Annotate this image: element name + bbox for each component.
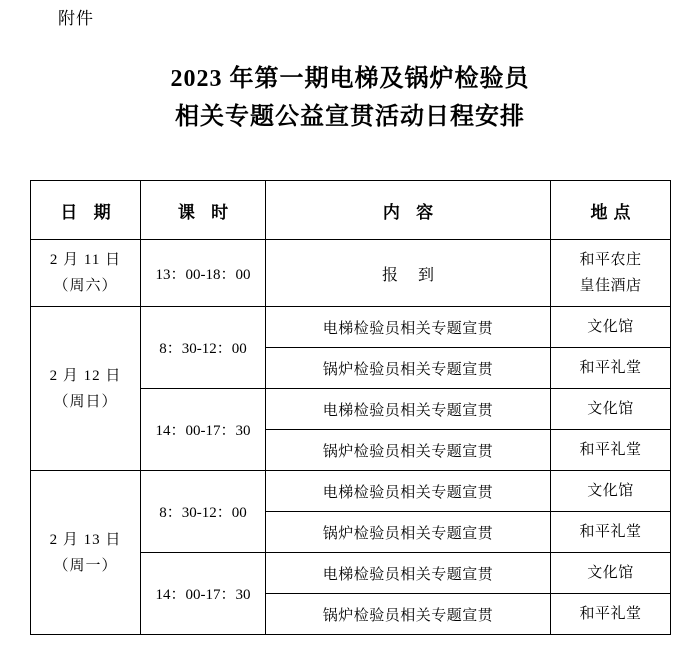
- cell-date: [31, 471, 141, 635]
- column-header-place: 地点: [551, 181, 671, 240]
- cell-place-main: 和平农庄: [579, 252, 642, 268]
- cell-date-main: 2 月 11 日: [49, 252, 122, 268]
- cell-time: 8：30-12：00: [141, 471, 266, 553]
- cell-time: 14：00-17：30: [141, 553, 266, 635]
- schedule-table: [30, 180, 671, 635]
- cell-date-main: 2 月 13 日: [49, 531, 122, 548]
- attachment-label: 附件: [58, 9, 94, 28]
- table-row: [31, 307, 671, 348]
- cell-place: 文化馆: [551, 471, 671, 512]
- cell-date-sub: （周六）: [53, 278, 118, 294]
- page-title-line-2: 相关专题公益宣贯活动日程安排: [175, 104, 525, 130]
- column-header-date: 日 期: [31, 181, 141, 240]
- cell-content: 电梯检验员相关专题宣贯: [266, 307, 551, 348]
- cell-place: 文化馆: [551, 389, 671, 430]
- cell-content: 锅炉检验员相关专题宣贯: [266, 512, 551, 553]
- page-title: [0, 60, 700, 136]
- cell-time: 13：00-18：00: [141, 240, 266, 307]
- cell-place: 和平礼堂: [551, 430, 671, 471]
- column-header-time: 课 时: [141, 181, 266, 240]
- cell-date: [31, 240, 141, 307]
- column-header-content: 内 容: [266, 181, 551, 240]
- cell-content: 锅炉检验员相关专题宣贯: [266, 594, 551, 635]
- cell-date-main: 2 月 12 日: [49, 367, 122, 384]
- cell-content: 报 到: [266, 240, 551, 307]
- cell-place: 文化馆: [551, 553, 671, 594]
- cell-date-sub: （周日）: [53, 393, 118, 410]
- cell-place-sub: 皇佳酒店: [579, 278, 642, 294]
- cell-place: 和平礼堂: [551, 348, 671, 389]
- cell-content: 锅炉检验员相关专题宣贯: [266, 348, 551, 389]
- cell-content: 锅炉检验员相关专题宣贯: [266, 430, 551, 471]
- table-row: [31, 240, 671, 307]
- table-row: [31, 471, 671, 512]
- cell-time: 14：00-17：30: [141, 389, 266, 471]
- cell-place: 和平礼堂: [551, 512, 671, 553]
- cell-date: [31, 307, 141, 471]
- cell-place: 文化馆: [551, 307, 671, 348]
- cell-place: [551, 240, 671, 307]
- cell-content: 电梯检验员相关专题宣贯: [266, 471, 551, 512]
- page-title-line-1: 2023 年第一期电梯及锅炉检验员: [170, 66, 530, 92]
- table-header-row: [31, 181, 671, 240]
- cell-date-sub: （周一）: [53, 557, 118, 574]
- cell-place: 和平礼堂: [551, 594, 671, 635]
- cell-content: 电梯检验员相关专题宣贯: [266, 389, 551, 430]
- cell-content: 电梯检验员相关专题宣贯: [266, 553, 551, 594]
- cell-time: 8：30-12：00: [141, 307, 266, 389]
